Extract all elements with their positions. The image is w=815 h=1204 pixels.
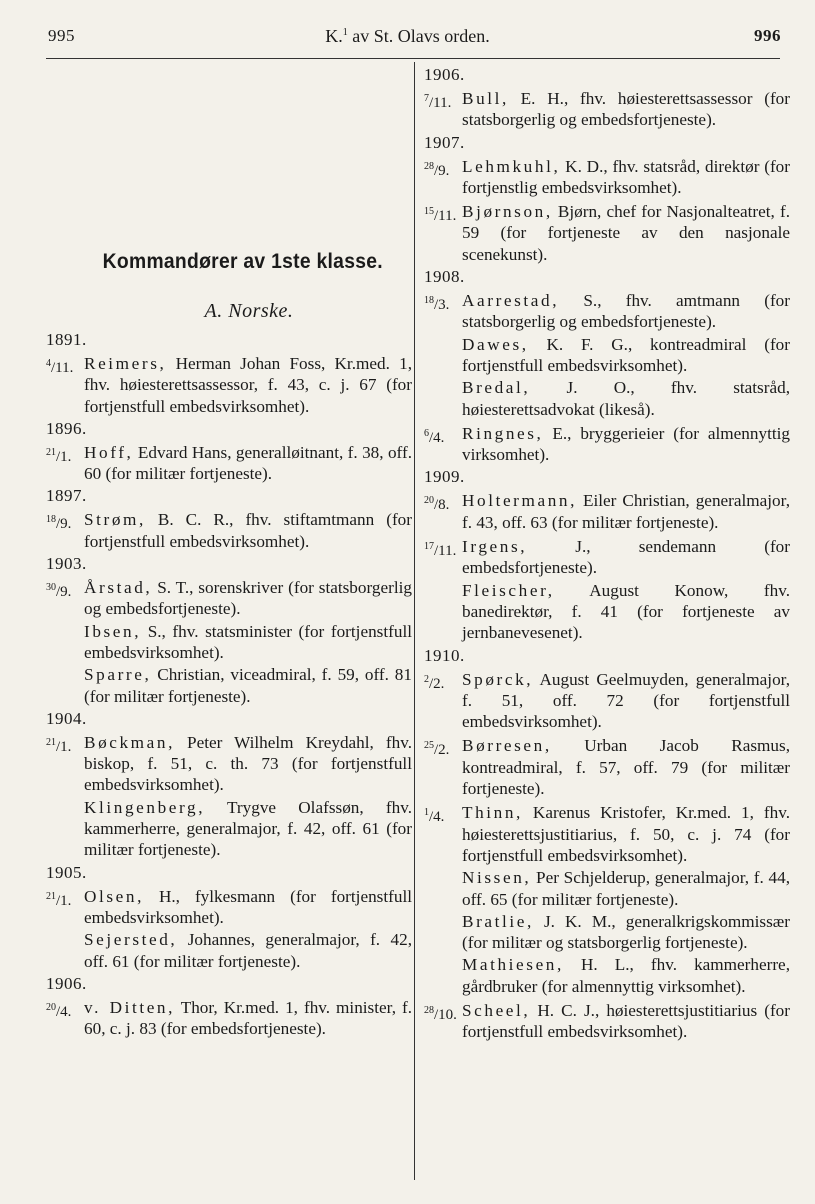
person-name: Sparre,: [84, 665, 152, 685]
entry-text: Bratlie, J. K. M., generalkrigskommissær (for militær og statsborgerlig fortjeneste).: [462, 911, 790, 953]
entry-date: $^{18}$/9.: [46, 514, 72, 533]
person-name: Mathiesen,: [462, 955, 564, 975]
entry: [424, 201, 790, 266]
entry: [424, 88, 790, 132]
entry-text: Fleischer, August Konow, fhv. banedirektør, f. 41 (for fortjeneste av jernbanevesenet).: [462, 580, 790, 643]
entry: [424, 490, 790, 534]
person-name: Bredal,: [462, 378, 531, 398]
entry-date: $^2$/2.: [424, 673, 445, 692]
person-name: Holtermann,: [462, 491, 577, 511]
entry-text: Olsen, H., fylkesmann (for fortjenstfull embedsvirksomhet).: [84, 886, 412, 927]
entry: [46, 442, 412, 486]
entry-text: Strøm, B. C. R., fhv. stiftamtmann (for fortjenstfull embedsvirksomhet).: [84, 510, 412, 551]
person-name: Ibsen,: [84, 621, 142, 641]
entry-date: $^{28}$/10.: [424, 1004, 457, 1023]
entry-date: $^{15}$/11.: [424, 206, 457, 225]
entry-date: $^7$/11.: [424, 93, 452, 111]
entry-date: $^{17}$/11.: [424, 541, 457, 560]
entry-date: $^{20}$/8.: [424, 495, 450, 514]
page-header: [0, 26, 815, 56]
column-divider: [414, 62, 415, 1180]
person-name: Irgens,: [462, 537, 528, 557]
person-name: v. Ditten,: [84, 997, 176, 1017]
year-heading: 1897.: [46, 486, 87, 506]
entry: [46, 353, 412, 418]
person-name: Lehmkuhl,: [462, 156, 561, 176]
person-name: Bull,: [462, 89, 509, 108]
year-heading: 1904.: [46, 708, 87, 728]
page-number-right: 996: [754, 26, 781, 45]
entry-text: Aarrestad, S., fhv. amtmann (for statsborgerlig og embedsfortjeneste).: [462, 291, 790, 332]
entry-text: Bredal, J. O., fhv. statsråd, høiesterettsadvokat (likeså).: [462, 378, 790, 419]
entry: [424, 669, 790, 734]
entry-text: v. Ditten, Thor, Kr.med. 1, fhv. minister, f. 60, c. j. 83 (for embedsfortjeneste).: [84, 997, 412, 1039]
right-entries: [424, 64, 790, 1044]
person-name: Årstad,: [84, 578, 153, 598]
entry-text: Bull, E. H., fhv. høiesterettsassessor (for statsborgerlig og embedsfortjeneste).: [462, 89, 790, 130]
year-heading: 1908.: [424, 267, 465, 287]
page-number-left: 995: [48, 26, 75, 45]
year-heading: 1910.: [424, 645, 465, 665]
year-heading: 1903.: [46, 554, 87, 574]
entry-text: Årstad, S. T., sorenskriver (for statsborgerlig og embedsfortjeneste).: [84, 578, 412, 619]
person-name: Olsen,: [84, 886, 144, 906]
year-heading: 1905.: [46, 862, 87, 882]
year-heading: 1906.: [424, 65, 465, 84]
entry-text: Sparre, Christian, viceadmiral, f. 59, off. 81 (for militær fortjeneste).: [84, 665, 412, 706]
entry-text: Bøckman, Peter Wilhelm Kreydahl, fhv. biskop, f. 51, c. th. 73 (for fortjenstfull embedsvirksomhet).: [84, 732, 412, 795]
person-name: Klingenberg,: [84, 797, 206, 817]
person-name: Dawes,: [462, 334, 529, 354]
left-entries: [46, 329, 412, 1040]
entry-text: Klingenberg, Trygve Olafssøn, fhv. kammerherre, generalmajor, f. 42, off. 61 (for militær fortjeneste).: [84, 797, 412, 860]
person-name: Reimers,: [84, 354, 167, 373]
entry: [46, 886, 412, 973]
entry-text: Sejersted, Johannes, generalmajor, f. 42, off. 61 (for militær fortjeneste).: [84, 930, 412, 971]
entry-date: $^{25}$/2.: [424, 740, 450, 759]
entry-date: $^1$/4.: [424, 807, 445, 826]
right-column: [424, 64, 790, 1044]
entry-text: Hoff, Edvard Hans, generalløitnant, f. 38, off. 60 (for militær fortjeneste).: [84, 442, 412, 484]
section-title: Kommandører av 1ste klasse.: [102, 250, 383, 273]
entry-text: Nissen, Per Schjelderup, generalmajor, f. 44, off. 65 (for militær fortjeneste).: [462, 868, 790, 909]
header-rule-left: [46, 58, 414, 59]
entry-date: $^{30}$/9.: [46, 582, 72, 601]
person-name: Bratlie,: [462, 911, 534, 931]
entry: [46, 732, 412, 862]
person-name: Fleischer,: [462, 580, 555, 600]
person-name: Bjørnson,: [462, 202, 553, 222]
person-name: Spørck,: [462, 669, 534, 689]
entry: [424, 735, 790, 800]
entry-text: Mathiesen, H. L., fhv. kammerherre, gårdbruker (for almennyttig virksomhet).: [462, 955, 790, 996]
entry-date: $^6$/4.: [424, 427, 445, 446]
year-heading: 1906.: [46, 973, 87, 993]
entry-text: Spørck, August Geelmuyden, generalmajor, f. 51, off. 72 (for fortjenstfull embedsvirksomhet).: [462, 669, 790, 732]
entry: [424, 802, 790, 998]
entry-date: $^4$/11.: [46, 358, 74, 376]
running-title: K.$^1$ av St. Olavs orden.: [325, 26, 490, 46]
entry-text: Ibsen, S., fhv. statsminister (for fortjenstfull embedsvirksomhet).: [84, 621, 412, 662]
entry: [46, 509, 412, 553]
entry-text: Børresen, Urban Jacob Rasmus, kontreadmiral, f. 57, off. 79 (for militær fortjeneste).: [462, 736, 790, 799]
entry-text: Reimers, Herman Johan Foss, Kr.med. 1, fhv. høiesterettsassessor, f. 43, c. j. 67 (for fortjenstfull embedsvirksomhet).: [84, 354, 412, 416]
year-heading: 1896.: [46, 418, 87, 438]
entry: [46, 997, 412, 1041]
person-name: Scheel,: [462, 1000, 531, 1020]
entry-text: Bjørnson, Bjørn, chef for Nasjonalteatret, f. 59 (for fortjeneste av den nasjonale scenekunst).: [462, 202, 790, 264]
person-name: Ringnes,: [462, 423, 544, 443]
entry: [424, 290, 790, 421]
person-name: Børresen,: [462, 736, 552, 756]
entry-text: Scheel, H. C. J., høiesterettsjustitiarius (for fortjenstfull embedsvirksomhet).: [462, 1000, 790, 1042]
year-heading: 1907.: [424, 132, 465, 152]
entry-date: $^{21}$/1.: [46, 736, 72, 755]
person-name: Aarrestad,: [462, 291, 560, 311]
person-name: Hoff,: [84, 442, 134, 462]
person-name: Strøm,: [84, 510, 146, 530]
entry-text: Dawes, K. F. G., kontreadmiral (for fortjenstfull embedsvirksomhet).: [462, 334, 790, 375]
person-name: Sejersted,: [84, 930, 178, 950]
header-rule-right: [414, 58, 780, 59]
year-heading: 1891.: [46, 330, 87, 349]
entry-text: Thinn, Karenus Kristofer, Kr.med. 1, fhv. høiesterettsjustitiarius, f. 50, c. j. 74 (for fortjenstfull embedsvirksomhet).: [462, 803, 790, 865]
entry-date: $^{21}$/1.: [46, 890, 72, 909]
entry-date: $^{18}$/3.: [424, 295, 450, 314]
entry-date: $^{20}$/4.: [46, 1001, 72, 1020]
left-column: [46, 64, 412, 1040]
person-name: Thinn,: [462, 803, 523, 823]
person-name: Nissen,: [462, 868, 532, 888]
entry-text: Lehmkuhl, K. D., fhv. statsråd, direktør (for fortjenstlig embedsvirksomhet).: [462, 156, 790, 197]
entry-text: Holtermann, Eiler Christian, generalmajor, f. 43, off. 63 (for militær fortjeneste).: [462, 491, 790, 532]
person-name: Bøckman,: [84, 732, 175, 752]
entry: [424, 1000, 790, 1044]
entry: [424, 156, 790, 200]
entry-text: Ringnes, E., bryggerieier (for almennyttig virksomhet).: [462, 423, 790, 465]
entry: [46, 577, 412, 708]
entry-text: Irgens, J., sendemann (for embedsfortjeneste).: [462, 537, 790, 578]
entry-date: $^{28}$/9.: [424, 160, 450, 179]
entry: [424, 536, 790, 644]
subsection-title: A. Norske.: [204, 300, 294, 322]
entry: [424, 423, 790, 467]
entry-date: $^{21}$/1.: [46, 446, 72, 465]
year-heading: 1909.: [424, 467, 465, 487]
